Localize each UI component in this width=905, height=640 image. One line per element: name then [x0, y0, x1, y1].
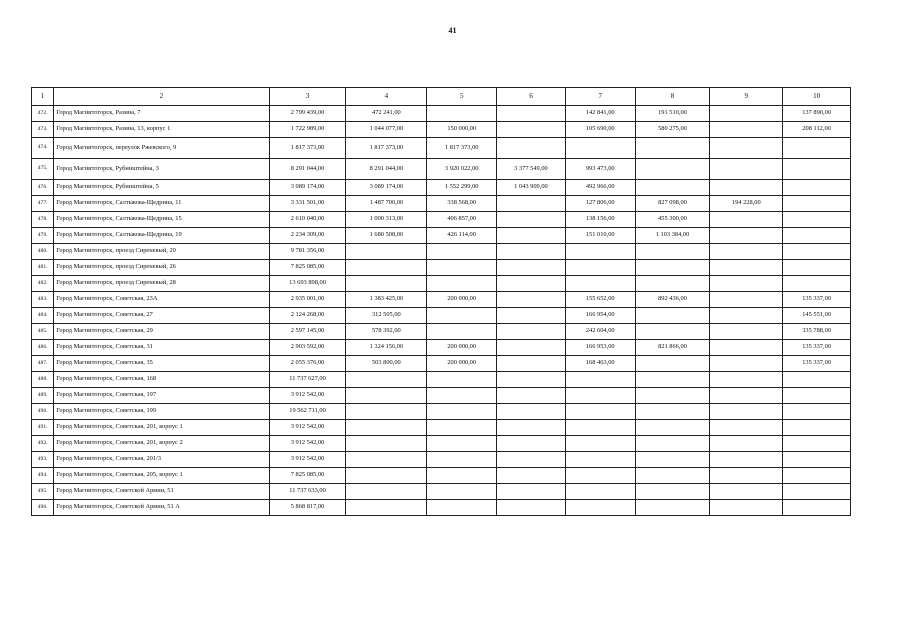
row-number-cell: 493. [32, 452, 54, 468]
cost-col8-cell: 191 510,00 [635, 106, 710, 122]
cost-col8-cell [635, 180, 710, 196]
cost-col8-cell [635, 324, 710, 340]
total-cost-cell: 3 912 542,00 [269, 420, 346, 436]
cost-col6-cell [497, 122, 566, 138]
cost-col7-cell [565, 436, 635, 452]
cost-col5-cell [427, 484, 497, 500]
column-header: 8 [635, 88, 710, 106]
cost-col9-cell [710, 180, 783, 196]
cost-col10-cell [783, 180, 851, 196]
cost-col7-cell [565, 260, 635, 276]
cost-col7-cell [565, 484, 635, 500]
row-number-cell: 481. [32, 260, 54, 276]
total-cost-cell: 9 781 356,00 [269, 244, 346, 260]
cost-col10-cell [783, 159, 851, 180]
cost-col7-cell [565, 244, 635, 260]
cost-col9-cell [710, 468, 783, 484]
address-cell: Город Магнитогорск, Советская, 31 [54, 340, 269, 356]
cost-col5-cell [427, 420, 497, 436]
row-number-cell: 494. [32, 468, 54, 484]
cost-col10-cell [783, 500, 851, 516]
cost-col4-cell: 1 000 313,00 [346, 212, 427, 228]
cost-col4-cell [346, 500, 427, 516]
cost-col9-cell [710, 228, 783, 244]
cost-col9-cell [710, 212, 783, 228]
cost-col9-cell [710, 122, 783, 138]
total-cost-cell: 3 912 542,00 [269, 388, 346, 404]
cost-col4-cell: 3 089 174,00 [346, 180, 427, 196]
cost-col7-cell: 993 473,00 [565, 159, 635, 180]
table-row [32, 452, 851, 468]
cost-col5-cell: 200 000,00 [427, 292, 497, 308]
cost-col4-cell [346, 244, 427, 260]
cost-col5-cell: 3 920 022,00 [427, 159, 497, 180]
cost-col4-cell [346, 404, 427, 420]
cost-col10-cell [783, 404, 851, 420]
cost-col6-cell [497, 292, 566, 308]
address-cell: Город Магнитогорск, Советская, 168 [54, 372, 269, 388]
cost-col8-cell [635, 260, 710, 276]
cost-col8-cell: 1 103 384,00 [635, 228, 710, 244]
table-row [32, 420, 851, 436]
cost-col8-cell [635, 500, 710, 516]
total-cost-cell: 3 912 542,00 [269, 436, 346, 452]
cost-col7-cell: 242 604,00 [565, 324, 635, 340]
cost-col5-cell [427, 276, 497, 292]
cost-col7-cell [565, 452, 635, 468]
table-row [32, 180, 851, 196]
table-row [32, 372, 851, 388]
cost-col8-cell [635, 404, 710, 420]
cost-col5-cell: 1 552 299,00 [427, 180, 497, 196]
cost-col7-cell [565, 404, 635, 420]
cost-col7-cell: 105 690,00 [565, 122, 635, 138]
cost-col5-cell [427, 372, 497, 388]
total-cost-cell: 2 124 268,00 [269, 308, 346, 324]
table-body [32, 106, 851, 516]
table-row [32, 436, 851, 452]
cost-col4-cell: 503 800,00 [346, 356, 427, 372]
table-row [32, 484, 851, 500]
row-number-cell: 488. [32, 372, 54, 388]
table-row [32, 356, 851, 372]
cost-col9-cell [710, 159, 783, 180]
cost-col10-cell [783, 212, 851, 228]
address-cell: Город Магнитогорск, Советская, 29 [54, 324, 269, 340]
total-cost-cell: 2 055 376,00 [269, 356, 346, 372]
cost-col10-cell: 135 337,00 [783, 292, 851, 308]
row-number-cell: 473. [32, 122, 54, 138]
cost-col10-cell [783, 138, 851, 159]
cost-col10-cell [783, 468, 851, 484]
table-row [32, 122, 851, 138]
cost-col10-cell [783, 244, 851, 260]
cost-col5-cell [427, 404, 497, 420]
cost-col4-cell [346, 468, 427, 484]
cost-col10-cell: 208 112,00 [783, 122, 851, 138]
total-cost-cell: 2 234 309,00 [269, 228, 346, 244]
table-row [32, 159, 851, 180]
total-cost-cell: 1 817 373,00 [269, 138, 346, 159]
table-row [32, 260, 851, 276]
total-cost-cell: 5 868 817,00 [269, 500, 346, 516]
cost-col9-cell [710, 420, 783, 436]
table-row [32, 308, 851, 324]
cost-col8-cell [635, 420, 710, 436]
cost-col6-cell [497, 196, 566, 212]
cost-col10-cell: 145 551,00 [783, 308, 851, 324]
total-cost-cell: 19 562 711,00 [269, 404, 346, 420]
cost-col4-cell [346, 420, 427, 436]
row-number-cell: 480. [32, 244, 54, 260]
cost-col8-cell: 892 436,00 [635, 292, 710, 308]
cost-col6-cell [497, 138, 566, 159]
cost-col9-cell [710, 500, 783, 516]
row-number-cell: 496. [32, 500, 54, 516]
cost-col6-cell [497, 324, 566, 340]
column-header: 1 [32, 88, 54, 106]
row-number-cell: 482. [32, 276, 54, 292]
cost-col9-cell [710, 276, 783, 292]
cost-col6-cell [497, 388, 566, 404]
cost-col9-cell [710, 138, 783, 159]
address-cell: Город Магнитогорск, проезд Сиреневый, 20 [54, 244, 269, 260]
row-number-cell: 479. [32, 228, 54, 244]
cost-col4-cell: 1 487 700,00 [346, 196, 427, 212]
cost-col7-cell: 492 966,00 [565, 180, 635, 196]
cost-col6-cell [497, 372, 566, 388]
cost-col5-cell: 406 857,00 [427, 212, 497, 228]
total-cost-cell: 2 935 001,00 [269, 292, 346, 308]
cost-col5-cell [427, 500, 497, 516]
table-row [32, 228, 851, 244]
total-cost-cell: 1 722 989,00 [269, 122, 346, 138]
cost-col9-cell [710, 324, 783, 340]
row-number-cell: 474. [32, 138, 54, 159]
row-number-cell: 484. [32, 308, 54, 324]
cost-col9-cell [710, 106, 783, 122]
cost-col5-cell [427, 106, 497, 122]
cost-col6-cell [497, 420, 566, 436]
cost-col6-cell [497, 340, 566, 356]
address-cell: Город Магнитогорск, переулок Ржевского, 9 [54, 138, 269, 159]
cost-col7-cell [565, 500, 635, 516]
cost-col7-cell: 151 010,00 [565, 228, 635, 244]
cost-col4-cell: 578 392,00 [346, 324, 427, 340]
cost-col8-cell: 455 300,00 [635, 212, 710, 228]
cost-col6-cell [497, 260, 566, 276]
row-number-cell: 477. [32, 196, 54, 212]
cost-col4-cell [346, 484, 427, 500]
cost-col5-cell: 426 114,00 [427, 228, 497, 244]
cost-col8-cell [635, 244, 710, 260]
cost-col9-cell [710, 356, 783, 372]
column-header: 6 [497, 88, 566, 106]
cost-col7-cell: 166 954,00 [565, 308, 635, 324]
cost-col7-cell: 127 806,00 [565, 196, 635, 212]
total-cost-cell: 2 597 145,00 [269, 324, 346, 340]
cost-col7-cell: 168 463,00 [565, 356, 635, 372]
registry-table [31, 87, 851, 516]
table-row [32, 340, 851, 356]
address-cell: Город Магнитогорск, Советская, 201, корпус 1 [54, 420, 269, 436]
row-number-cell: 491. [32, 420, 54, 436]
table-row [32, 324, 851, 340]
table-row [32, 292, 851, 308]
cost-col6-cell [497, 276, 566, 292]
cost-col5-cell: 200 000,00 [427, 356, 497, 372]
cost-col10-cell [783, 452, 851, 468]
cost-col8-cell: 580 275,00 [635, 122, 710, 138]
cost-col8-cell [635, 484, 710, 500]
total-cost-cell: 7 825 085,00 [269, 468, 346, 484]
address-cell: Город Магнитогорск, Рубинштейна, 3 [54, 159, 269, 180]
cost-col5-cell: 1 817 373,00 [427, 138, 497, 159]
row-number-cell: 490. [32, 404, 54, 420]
cost-col9-cell [710, 372, 783, 388]
address-cell: Город Магнитогорск, Разина, 13, корпус 1 [54, 122, 269, 138]
cost-col10-cell [783, 228, 851, 244]
cost-col4-cell: 1 044 077,00 [346, 122, 427, 138]
cost-col5-cell: 200 000,00 [427, 340, 497, 356]
column-header: 2 [54, 88, 269, 106]
total-cost-cell: 3 331 501,00 [269, 196, 346, 212]
cost-col8-cell [635, 356, 710, 372]
cost-col8-cell: 821 866,00 [635, 340, 710, 356]
cost-col5-cell: 338 568,00 [427, 196, 497, 212]
cost-col8-cell [635, 468, 710, 484]
address-cell: Город Магнитогорск, Салтыкова-Щедрина, 15 [54, 212, 269, 228]
address-cell: Город Магнитогорск, Разина, 7 [54, 106, 269, 122]
column-header: 10 [783, 88, 851, 106]
address-cell: Город Магнитогорск, Советской Армии, 51 А [54, 500, 269, 516]
table-row [32, 196, 851, 212]
cost-col9-cell: 194 228,00 [710, 196, 783, 212]
cost-col6-cell [497, 308, 566, 324]
row-number-cell: 472. [32, 106, 54, 122]
column-number-header-row [32, 88, 851, 106]
cost-col5-cell [427, 388, 497, 404]
cost-col4-cell: 1 324 156,00 [346, 340, 427, 356]
cost-col7-cell [565, 372, 635, 388]
cost-col10-cell: 137 890,00 [783, 106, 851, 122]
cost-col10-cell: 335 788,00 [783, 324, 851, 340]
cost-col7-cell: 155 652,00 [565, 292, 635, 308]
total-cost-cell: 2 903 592,00 [269, 340, 346, 356]
cost-col5-cell [427, 452, 497, 468]
cost-col6-cell [497, 212, 566, 228]
address-cell: Город Магнитогорск, Советская, 197 [54, 388, 269, 404]
table-row [32, 212, 851, 228]
cost-col9-cell [710, 340, 783, 356]
cost-col9-cell [710, 404, 783, 420]
cost-col6-cell [497, 452, 566, 468]
cost-col8-cell [635, 452, 710, 468]
cost-col5-cell: 150 000,00 [427, 122, 497, 138]
cost-col9-cell [710, 484, 783, 500]
cost-col8-cell [635, 159, 710, 180]
cost-col4-cell [346, 452, 427, 468]
cost-col8-cell [635, 436, 710, 452]
row-number-cell: 483. [32, 292, 54, 308]
cost-col10-cell [783, 388, 851, 404]
cost-col8-cell [635, 276, 710, 292]
table-row [32, 388, 851, 404]
cost-col7-cell [565, 420, 635, 436]
column-header: 9 [710, 88, 783, 106]
cost-col9-cell [710, 260, 783, 276]
cost-col7-cell [565, 388, 635, 404]
cost-col9-cell [710, 388, 783, 404]
cost-col9-cell [710, 308, 783, 324]
address-cell: Город Магнитогорск, Рубинштейна, 5 [54, 180, 269, 196]
cost-col7-cell: 166 953,00 [565, 340, 635, 356]
row-number-cell: 489. [32, 388, 54, 404]
total-cost-cell: 7 825 085,00 [269, 260, 346, 276]
address-cell: Город Магнитогорск, Советская, 199 [54, 404, 269, 420]
cost-col4-cell [346, 388, 427, 404]
cost-col9-cell [710, 452, 783, 468]
row-number-cell: 485. [32, 324, 54, 340]
cost-col4-cell: 1 383 425,00 [346, 292, 427, 308]
row-number-cell: 487. [32, 356, 54, 372]
total-cost-cell: 3 089 174,00 [269, 180, 346, 196]
row-number-cell: 495. [32, 484, 54, 500]
cost-col6-cell [497, 436, 566, 452]
cost-col6-cell: 3 377 549,00 [497, 159, 566, 180]
page-number: 41 [448, 26, 457, 35]
cost-col8-cell: 827 098,00 [635, 196, 710, 212]
cost-col6-cell [497, 228, 566, 244]
cost-col10-cell [783, 436, 851, 452]
cost-col5-cell [427, 244, 497, 260]
cost-col10-cell: 135 337,00 [783, 356, 851, 372]
cost-col4-cell: 312 505,00 [346, 308, 427, 324]
cost-col10-cell [783, 484, 851, 500]
address-cell: Город Магнитогорск, Советская, 27 [54, 308, 269, 324]
cost-col7-cell [565, 138, 635, 159]
cost-col7-cell [565, 468, 635, 484]
table-row [32, 106, 851, 122]
address-cell: Город Магнитогорск, Советская, 35 [54, 356, 269, 372]
total-cost-cell: 2 610 040,00 [269, 212, 346, 228]
cost-col9-cell [710, 244, 783, 260]
total-cost-cell: 2 799 439,00 [269, 106, 346, 122]
cost-col4-cell: 472 241,00 [346, 106, 427, 122]
address-cell: Город Магнитогорск, Салтыкова-Щедрина, 19 [54, 228, 269, 244]
cost-col10-cell [783, 196, 851, 212]
cost-col7-cell [565, 276, 635, 292]
cost-col5-cell [427, 436, 497, 452]
cost-col6-cell [497, 468, 566, 484]
cost-col6-cell [497, 106, 566, 122]
cost-col8-cell [635, 372, 710, 388]
address-cell: Город Магнитогорск, Советская, 201/3 [54, 452, 269, 468]
cost-col10-cell [783, 276, 851, 292]
cost-col6-cell [497, 244, 566, 260]
cost-col4-cell [346, 372, 427, 388]
cost-col9-cell [710, 436, 783, 452]
address-cell: Город Магнитогорск, проезд Сиреневый, 26 [54, 260, 269, 276]
total-cost-cell: 3 912 542,00 [269, 452, 346, 468]
cost-col4-cell [346, 260, 427, 276]
cost-col8-cell [635, 308, 710, 324]
address-cell: Город Магнитогорск, Салтыкова-Щедрина, 11 [54, 196, 269, 212]
table-row [32, 276, 851, 292]
cost-col5-cell [427, 468, 497, 484]
row-number-cell: 492. [32, 436, 54, 452]
cost-col8-cell [635, 138, 710, 159]
cost-col6-cell [497, 356, 566, 372]
cost-col10-cell [783, 372, 851, 388]
cost-col5-cell [427, 260, 497, 276]
column-header: 5 [427, 88, 497, 106]
address-cell: Город Магнитогорск, Советская, 205, корпус 1 [54, 468, 269, 484]
table-row [32, 244, 851, 260]
cost-col7-cell: 138 156,00 [565, 212, 635, 228]
cost-col4-cell [346, 436, 427, 452]
column-header: 7 [565, 88, 635, 106]
address-cell: Город Магнитогорск, Советская, 23А [54, 292, 269, 308]
address-cell: Город Магнитогорск, Советская, 201, корпус 2 [54, 436, 269, 452]
cost-col4-cell: 8 291 044,00 [346, 159, 427, 180]
row-number-cell: 475. [32, 159, 54, 180]
total-cost-cell: 13 693 898,00 [269, 276, 346, 292]
table-row [32, 468, 851, 484]
cost-col5-cell [427, 308, 497, 324]
column-header: 3 [269, 88, 346, 106]
cost-col4-cell: 1 680 508,00 [346, 228, 427, 244]
cost-col4-cell: 1 817 373,00 [346, 138, 427, 159]
cost-col5-cell [427, 324, 497, 340]
row-number-cell: 486. [32, 340, 54, 356]
cost-col10-cell [783, 420, 851, 436]
total-cost-cell: 11 737 627,00 [269, 372, 346, 388]
address-cell: Город Магнитогорск, Советской Армии, 51 [54, 484, 269, 500]
column-header: 4 [346, 88, 427, 106]
row-number-cell: 478. [32, 212, 54, 228]
row-number-cell: 476. [32, 180, 54, 196]
cost-col9-cell [710, 292, 783, 308]
cost-col8-cell [635, 388, 710, 404]
cost-col10-cell: 135 337,00 [783, 340, 851, 356]
cost-col6-cell: 1 043 909,00 [497, 180, 566, 196]
cost-col4-cell [346, 276, 427, 292]
total-cost-cell: 8 291 044,00 [269, 159, 346, 180]
cost-col6-cell [497, 404, 566, 420]
total-cost-cell: 11 737 633,00 [269, 484, 346, 500]
table-row [32, 404, 851, 420]
table-row [32, 500, 851, 516]
address-cell: Город Магнитогорск, проезд Сиреневый, 28 [54, 276, 269, 292]
cost-col6-cell [497, 500, 566, 516]
cost-col7-cell: 142 841,00 [565, 106, 635, 122]
table-row [32, 138, 851, 159]
cost-col6-cell [497, 484, 566, 500]
cost-col10-cell [783, 260, 851, 276]
